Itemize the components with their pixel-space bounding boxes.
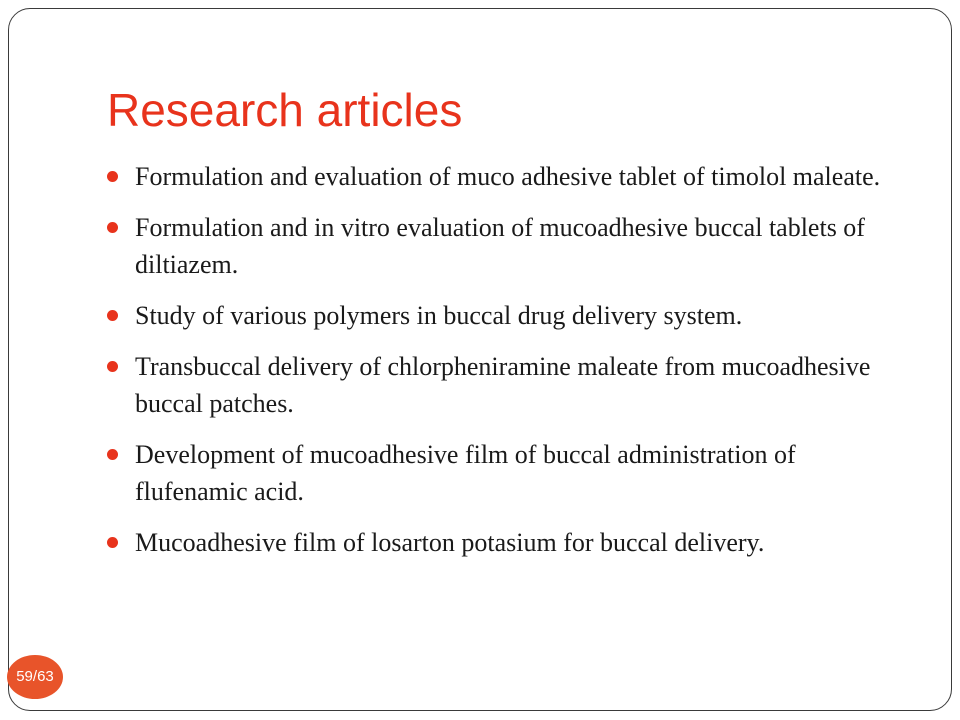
bullet-item bbox=[107, 436, 907, 510]
bullet-item bbox=[107, 158, 907, 195]
bullet-item bbox=[107, 297, 907, 334]
bullet-text: Formulation and evaluation of muco adhesive tablet of timolol maleate. bbox=[135, 162, 881, 191]
bullet-item bbox=[107, 348, 907, 422]
bullet-dot-icon bbox=[107, 222, 118, 233]
bullet-dot-icon bbox=[107, 171, 118, 182]
bullet-list bbox=[107, 158, 907, 575]
bullet-text: Development of mucoadhesive film of buccal administration of flufenamic acid. bbox=[135, 440, 796, 506]
bullet-text: Formulation and in vitro evaluation of mucoadhesive buccal tablets of diltiazem. bbox=[135, 213, 865, 279]
bullet-dot-icon bbox=[107, 537, 118, 548]
bullet-dot-icon bbox=[107, 361, 118, 372]
bullet-text: Study of various polymers in buccal drug delivery system. bbox=[135, 301, 743, 330]
bullet-dot-icon bbox=[107, 449, 118, 460]
bullet-text: Mucoadhesive film of losarton potasium for buccal delivery. bbox=[135, 528, 765, 557]
bullet-text: Transbuccal delivery of chlorpheniramine maleate from mucoadhesive buccal patches. bbox=[135, 352, 871, 418]
bullet-item bbox=[107, 209, 907, 283]
bullet-dot-icon bbox=[107, 310, 118, 321]
page-number-badge: 59/63 bbox=[7, 655, 63, 699]
bullet-item bbox=[107, 524, 907, 561]
slide-title: Research articles bbox=[107, 84, 463, 136]
